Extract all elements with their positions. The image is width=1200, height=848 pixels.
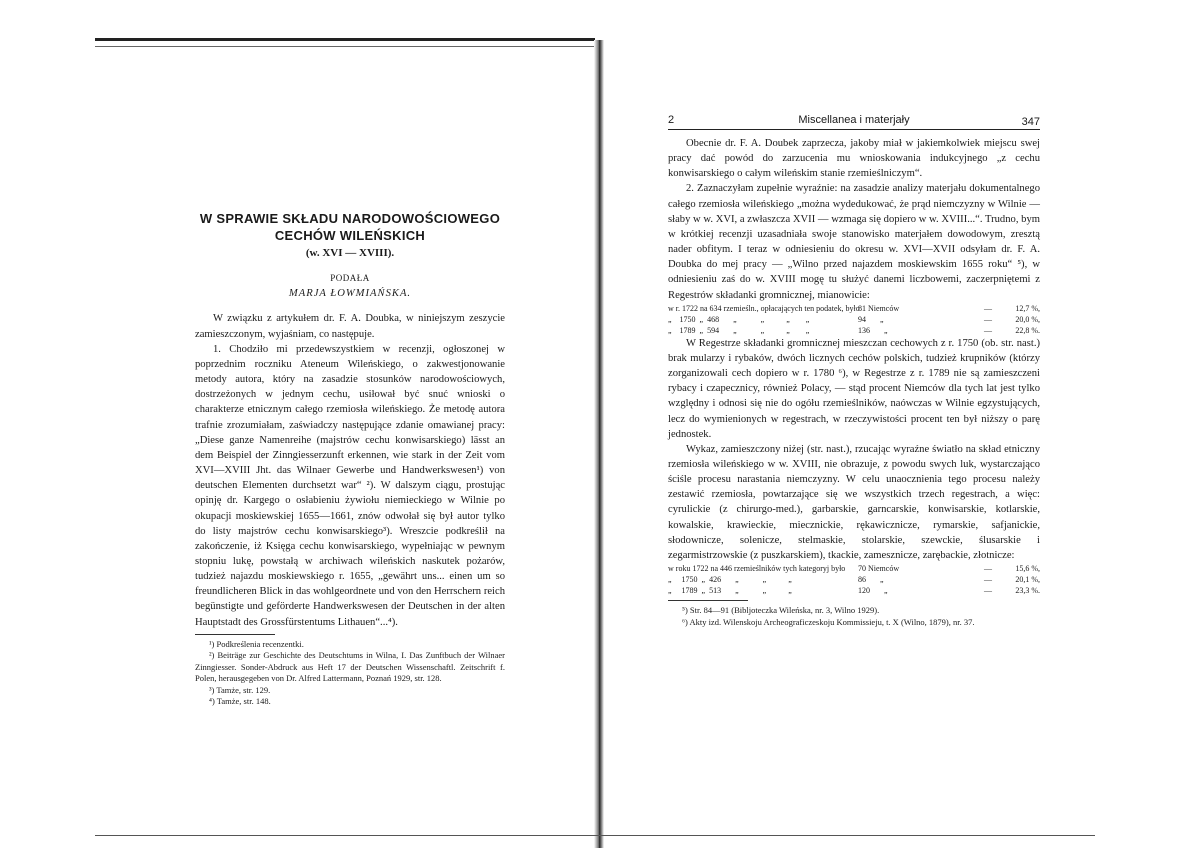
author-name: MARJA ŁOWMIAŃSKA. [288,288,412,300]
table-cell: 20,0 %, [1015,314,1040,324]
table-cell: „ 1750 „ 468 „ „ „ „ [668,314,810,324]
running-title: Miscellanea i materjały [798,114,910,126]
table-cell: — [984,575,992,585]
table-cell: 94 „ [858,314,884,324]
footnote: ⁶) Akty izd. Wilenskoju Archeograficzeskoju Kommissieju, t. X (Wilno, 1879), nr. 37. [682,616,975,627]
byline-label: PODAŁA [330,273,370,284]
table-cell: 86 „ [858,575,884,585]
table-cell: „ 1789 „ 513 „ „ „ [668,586,792,596]
top-edge-rule-thin [95,46,595,47]
table-cell: „ 1789 „ 594 „ „ „ „ [668,325,810,335]
table-cell: 23,3 %. [1015,586,1040,596]
bottom-edge-rule [95,835,1095,836]
paragraph: Obecnie dr. F. A. Doubek zaprzecza, jakoby miał w jakiemkolwiek miejscu swej pracy dać powód do zarzucenia mu wnioskowania indukcyjnego „z cechu konwisarskiego o całym wileńskim stanie rzemieślniczym“. [668,138,1040,180]
article-title-line2: CECHÓW WILEŃSKICH [274,228,426,243]
table-cell: — [984,303,992,313]
statistics-table-2 [668,563,1040,596]
paragraph: W Regestrze składanki gromnicznej mieszczan cechowych z r. 1750 (ob. str. nast.) brak mularzy i rybaków, dwóch licznych cechów polskich, tudzież krupników (którzy zorganizowali cech dopiero w r. 1780 ⁶), w Regestrze z r. 1789 nie są zamieszczeni rybacy i czapecznicy, również Polacy, — stąd procent Niemców dla tych lat jest tylko względny i odnosi się nie do ogółu rzemieślników, naówczas w Wilnie egzystujących, lecz do wymienionych w regestrach, w rzeczywistości procent ten był niższy o parę jednostek. [668,337,1040,440]
header-left-number: 2 [668,114,675,126]
table-row [668,574,1040,585]
table-row [668,563,1040,574]
table-cell: w roku 1722 na 446 rzemieślników tych kategoryj było [668,564,846,574]
table-cell: 81 Niemców [858,303,900,313]
table-cell: 22,8 %. [1015,325,1040,335]
footnote-rule [668,600,748,601]
article-subtitle: (w. XVI — XVIII). [305,247,395,259]
table-cell: „ 1750 „ 426 „ „ „ [668,575,792,585]
table-cell: 15,6 %, [1015,564,1040,574]
footnote: ⁴) Tamże, str. 148. [209,696,271,707]
right-page [668,113,1040,628]
table-cell: 70 Niemców [858,564,900,574]
statistics-table-1 [668,303,1040,336]
table-row [668,325,1040,336]
running-header [668,113,1040,130]
table-cell: — [984,564,992,574]
footnote-rule [195,634,275,635]
table-cell: 12,7 %, [1015,303,1040,313]
table-cell: — [984,314,992,324]
page-number: 347 [1021,116,1040,128]
paragraph: W związku z artykułem dr. F. A. Doubka, w niniejszym zeszycie zamieszczonym, wyjaśniam, co następuje. [195,313,505,340]
book-spine [594,40,604,848]
table-cell: w r. 1722 na 634 rzemieśln., opłacających ten podatek, było [668,303,860,313]
table-row [668,303,1040,314]
footnote: ¹) Podkreślenia recenzentki. [209,638,304,649]
paragraph: 2. Zaznaczyłam zupełnie wyraźnie: na zasadzie analizy materjału dokumentalnego całego rzemiosła wileńskiego „można wydedukować, że prąd niemczyzny w Wilnie — słaby w w. XVI, a zwłaszcza XVII — wzmaga się dopiero w w. XVIII...“. Trudno, bym w krótkiej recenzji uzasadniała swoje stanowisko materjałem dowodowym, zresztą nader obfitym. I teraz w odniesieniu do okresu w. XVI—XVII odsyłam dr. F. A. Doubka do mej pracy — „Wilno przed najazdem moskiewskim 1655 roku“ ⁵), w odniesieniu zaś do w. XVIII mogę tu służyć danemi liczbowemi, zaczerpniętemi z Regestrów składanki gromnicznej, mianowicie: [668,183,1040,301]
table-cell: 20,1 %, [1015,575,1040,585]
top-edge-rule [95,38,595,41]
table-row [668,314,1040,325]
table-cell: 120 „ [858,586,888,596]
footnote: ²) Beiträge zur Geschichte des Deutschtums in Wilna, I. Das Zunftbuch der Wilnaer Zinngiesser. Sonder-Abdruck aus Heft 17 der Deutschen Wissenschaftl. Zeitschrift f. Polen, herausgegeben von Dr. Alfred Lattermann, Poznań 1929, str. 128. [195,650,505,684]
paragraph: Wykaz, zamieszczony niżej (str. nast.), rzucając wyraźne światło na skład etniczny rzemiosła wileńskiego w w. XVIII, nie obrazuje, z powodu swych luk, wystarczająco ściśle procesu narastania niemczyzny. W celu unaocznienia tego procesu należy zestawić rzemiosła, powtarzające się we wszystkich trzech regestrach, a więc: cyrulickie (z chirurgo-med.), garbarskie, garncarskie, konwisarskie, kotlarskie, kowalskie, krawieckie, miecznickie, rękawicznicze, rymarskie, safjanickie, słodownicze, solenicze, stelmaskie, stolarskie, szewckie, ślusarskie i zegarmistrzowskie (z puszkarskiem), tkackie, zamesznicze, zarębackie, złotnicze: [668,443,1040,561]
footnote: ³) Tamże, str. 129. [209,684,271,695]
paragraph: 1. Chodziło mi przedewszystkiem w recenzji, ogłoszonej w poprzednim roczniku Ateneum Wileńskiego, o zakwestjonowanie metody autora, który na zasadzie stosunków narodowościowych, dostrzeżonych w jednym cechu, usiłował być snuć wnioski o charakterze etnicznym całego rzemiosła wileńskiego. Że metodę autora trafnie zrozumiałam, zaświadczy następujące zdanie omawianej pracy: „Diese ganze Namenreihe (majstrów cechu konwisarskiego) lässt an dem Beispiel der Zinngiesserzunft erkennen, wie stark in der Zeit vom XVI—XVIII Jht. das Wilnaer Gewerbe und Handwerkswesen¹) von deutschen Elementen durchsetzt war“ ²). W dalszym ciągu, prostując opinję dr. Kargego o osłabieniu żywiołu niemieckiego w Wilnie po okupacji moskiewskiej 1655—1661, znów odwołał się był autor tylko do listy majstrów cechu konwisarskiego³). Wreszcie podkreślił na zakończenie, iż Księga cechu konwisarskiego, wypełniając w pewnym stopniu lukę, powstałą w archiwach wileńskich naskutek pożarów, tudzież najazdu moskiewskiego r. 1655, „gewährt uns... einen um so freundlicheren Blick in das wohlgeordnete und von den Herrschern reich begünstigte und geförderte Handwerkswesen der Deutschen in der alten Hauptstadt des Grossfürstentums Lithauen“...⁴). [195,343,505,628]
table-cell: — [984,325,992,335]
left-page [195,210,505,708]
table-row [668,585,1040,596]
article-title-line1: W SPRAWIE SKŁADU NARODOWOŚCIOWEGO [199,211,501,226]
table-cell: 136 „ [858,325,888,335]
footnote: ⁵) Str. 84—91 (Bibljoteczka Wileńska, nr. 3, Wilno 1929). [682,605,880,616]
table-cell: — [984,586,992,596]
